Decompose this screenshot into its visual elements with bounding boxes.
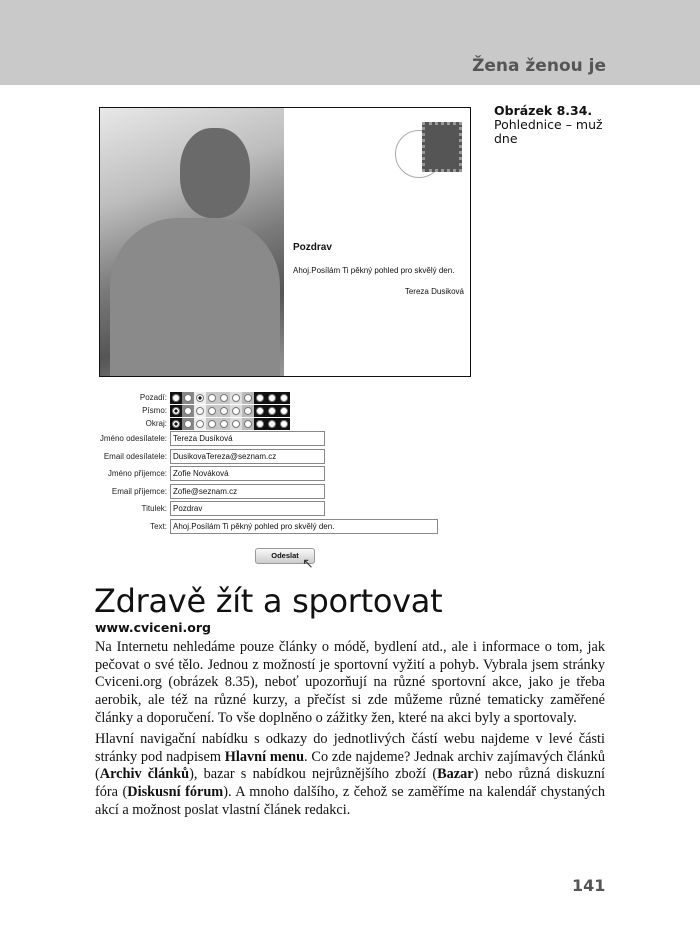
postcard-figure — [99, 107, 471, 377]
color-swatch-radio[interactable] — [278, 392, 290, 404]
field-input[interactable]: Zofie@seznam.cz — [170, 484, 325, 499]
section-url[interactable]: www.cviceni.org — [95, 620, 211, 635]
field-label: Titulek: — [141, 504, 167, 514]
color-swatch-radio[interactable] — [170, 405, 182, 417]
color-row-label: Písmo: — [142, 406, 167, 415]
color-row — [90, 404, 438, 417]
field-input[interactable]: Tereza Dusíková — [170, 431, 325, 446]
paragraph-2 — [95, 731, 605, 820]
figure-caption — [494, 104, 604, 146]
form-field-row — [90, 448, 438, 466]
color-row — [90, 417, 438, 430]
color-swatch-radio[interactable] — [254, 392, 266, 404]
caption-label: Obrázek 8.34. — [494, 103, 593, 118]
running-title: Žena ženou je — [472, 56, 606, 76]
color-swatch-radio[interactable] — [278, 405, 290, 417]
text-run: Hlavní navigační nabídku s odkazy do jednotlivých částí webu najdeme v levé části stránky pod nadpisem — [95, 731, 605, 765]
form-field-row — [90, 465, 438, 483]
color-swatch-radio[interactable] — [254, 418, 266, 430]
color-swatch-radio[interactable] — [194, 405, 206, 417]
text-run: ). A mnoho dalšího, z čehož se zaměříme na kalendář chystaných akcí a možnost poslat vlastní článek redakci. — [95, 784, 605, 818]
field-label: Email příjemce: — [111, 486, 167, 496]
color-swatch-radio[interactable] — [230, 418, 242, 430]
form-field-row — [90, 483, 438, 501]
color-swatch-radio[interactable] — [170, 392, 182, 404]
color-swatch-radio[interactable] — [266, 405, 278, 417]
field-input[interactable]: Ahoj.Posílám Ti pěkný pohled pro skvělý den. — [170, 519, 438, 534]
send-button[interactable]: Odeslat — [255, 548, 315, 564]
color-swatch-radio[interactable] — [206, 405, 218, 417]
bold-term: Hlavní menu — [224, 748, 305, 765]
color-swatch-radio[interactable] — [278, 418, 290, 430]
field-input[interactable]: DusikovaTereza@seznam.cz — [170, 449, 325, 464]
bold-term: Diskusní fórum — [127, 784, 224, 801]
form-field-row — [90, 500, 438, 518]
color-swatch-radio[interactable] — [218, 392, 230, 404]
paragraph-1: Na Internetu nehledáme pouze články o módě, bydlení atd., ale i informace o tom, jak pečovat o své tělo. Jednou z možností je sportovní vyžití a pohyb. Vybrala jsem stránky Cviceni.org (obrázek 8.35), neboť upozorňují na různé sportovní akce, jako je třeba aerobik, ale též na různé kurzy, a přečíst si zde můžeme různé tematicky zaměřené články a doporučení. To vše doplněno o zážitky žen, které na akci byly a sportovaly. — [95, 639, 605, 726]
section-heading: Zdravě žít a sportovat — [94, 582, 443, 620]
stamp-icon — [422, 122, 462, 172]
color-swatch-radio[interactable] — [242, 392, 254, 404]
mouse-cursor-icon: ↖ — [302, 557, 314, 572]
color-swatch-radio[interactable] — [194, 418, 206, 430]
card-signature: Tereza Dusiková — [404, 287, 464, 296]
color-swatch-radio[interactable] — [242, 418, 254, 430]
color-swatch-radio[interactable] — [182, 392, 194, 404]
field-label: Jméno příjemce: — [107, 469, 167, 479]
color-swatch-radio[interactable] — [266, 392, 278, 404]
field-input[interactable]: Zofie Nováková — [170, 466, 325, 481]
color-swatch-radio[interactable] — [182, 418, 194, 430]
color-row — [90, 391, 438, 404]
form-field-row — [90, 518, 438, 536]
field-label: Email odesílatele: — [103, 451, 167, 461]
card-title: Pozdrav — [293, 242, 332, 253]
color-swatch-radio[interactable] — [242, 405, 254, 417]
postcard-photo — [100, 108, 284, 376]
color-swatch-radio[interactable] — [230, 405, 242, 417]
color-swatch-radio[interactable] — [218, 418, 230, 430]
color-swatch-radio[interactable] — [206, 418, 218, 430]
field-label: Jméno odesílatele: — [99, 434, 167, 444]
field-label: Text: — [150, 521, 167, 531]
bold-term: Bazar — [437, 766, 474, 783]
form-field-row — [90, 430, 438, 448]
color-swatch-radio[interactable] — [254, 405, 266, 417]
text-run: ), bazar s nabídkou nejrůznějšího zboží ( — [189, 766, 438, 783]
color-swatch-radio[interactable] — [230, 392, 242, 404]
bold-term: Archiv článků — [99, 766, 190, 783]
text-run: ) nebo různá diskuzní fóra ( — [95, 766, 605, 801]
color-swatch-radio[interactable] — [266, 418, 278, 430]
color-swatch-radio[interactable] — [182, 405, 194, 417]
color-swatch-radio[interactable] — [206, 392, 218, 404]
color-row-label: Pozadí: — [139, 393, 167, 402]
page-number: 141 — [572, 876, 606, 895]
postcard-form — [90, 391, 438, 535]
color-swatch-radio[interactable] — [218, 405, 230, 417]
card-message: Ahoj.Posílám Ti pěkný pohled pro skvělý den. — [293, 266, 455, 275]
field-input[interactable]: Pozdrav — [170, 501, 325, 516]
color-row-label: Okraj: — [145, 419, 167, 428]
text-run: . Co zde najdeme? Jednak archiv zajímavých článků ( — [95, 748, 605, 783]
color-swatch-radio[interactable] — [194, 392, 206, 404]
color-swatch-radio[interactable] — [170, 418, 182, 430]
caption-text: Pohlednice – muž dne — [494, 117, 603, 146]
